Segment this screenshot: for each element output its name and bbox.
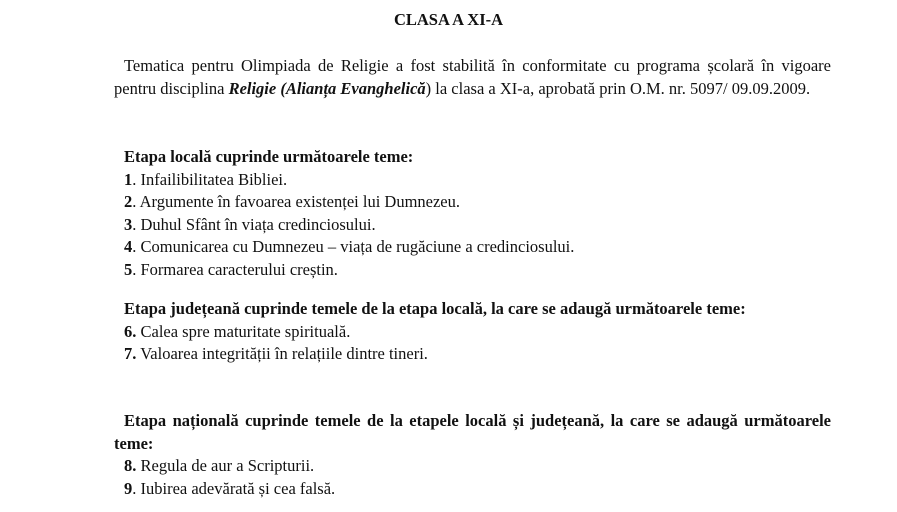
section-national-stage [114, 410, 831, 500]
item-text: Calea spre maturitate spirituală. [136, 321, 351, 341]
item-number: 9 [124, 478, 133, 498]
list-item [124, 214, 831, 237]
section-heading: Etapa județeană cuprinde temele de la etapa locală, la care se adaugă următoarele teme: [124, 299, 746, 318]
intro-text-start: Tematica pentru Olimpiada de Religie a fost stabilită în conformitate cu programa școlară în vigoare pentru disciplina [114, 56, 831, 98]
section-local-stage [114, 146, 831, 281]
item-text: . Argumente în favoarea existenței lui Dumnezeu. [132, 192, 461, 211]
item-number: 8. [124, 456, 137, 475]
topic-list [114, 455, 831, 500]
item-text: . Formarea caracterului creștin. [132, 259, 338, 279]
topic-list [114, 321, 831, 366]
item-number: 1 [124, 169, 133, 189]
item-text: . Duhul Sfânt în viața credinciosului. [132, 214, 376, 234]
item-text: . Infailibilitatea Bibliei. [132, 169, 288, 189]
item-number: 2 [124, 192, 133, 211]
item-text: . Comunicarea cu Dumnezeu – viața de rugăciune a credinciosului. [132, 237, 575, 256]
list-item [124, 191, 831, 214]
item-number: 7. [124, 344, 137, 363]
intro-paragraph [114, 55, 831, 100]
section-county-stage [114, 298, 831, 366]
section-heading: Etapa locală cuprinde următoarele teme: [124, 147, 414, 166]
item-number: 5 [124, 259, 133, 279]
item-number: 4 [124, 237, 133, 256]
section-heading: Etapa națională cuprinde temele de la etapele locală și județeană, la care se adaugă următoarele teme: [114, 411, 831, 453]
list-item [124, 259, 831, 282]
list-item [124, 455, 831, 478]
list-item [124, 321, 831, 344]
intro-discipline-name: Religie (Alianța Evanghelică [228, 78, 426, 98]
item-text: Regula de aur a Scripturii. [136, 456, 315, 475]
intro-text-end: ) la clasa a XI-a, aprobată prin O.M. nr. 5097/ 09.09.2009. [425, 78, 811, 98]
item-text: . Iubirea adevărată și cea falsă. [132, 478, 336, 498]
list-item [124, 343, 831, 366]
item-number: 6. [124, 321, 137, 341]
list-item [124, 478, 831, 501]
list-item [124, 236, 831, 259]
list-item [124, 169, 831, 192]
item-text: Valoarea integrității în relațiile dintre tineri. [136, 344, 428, 363]
item-number: 3 [124, 214, 133, 234]
topic-list [114, 169, 831, 282]
document-title: CLASA A XI-A [393, 10, 504, 29]
